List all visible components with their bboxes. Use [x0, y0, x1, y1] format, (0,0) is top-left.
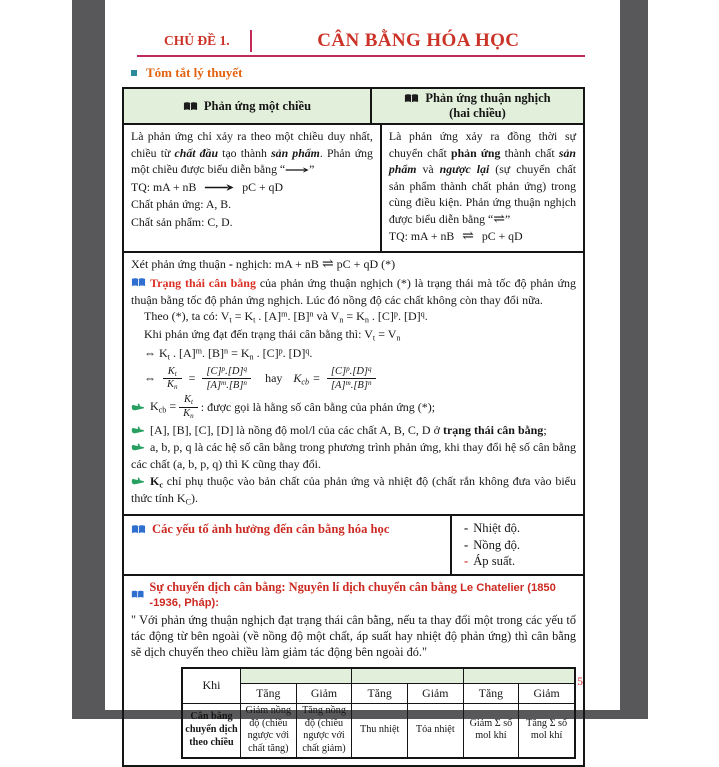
change-cell: Giảm [407, 683, 463, 703]
book-icon [131, 277, 146, 288]
reversible-header-cell [370, 89, 583, 123]
section-heading [131, 65, 585, 81]
one-way-header-cell [124, 89, 370, 123]
lechatelier-heading: Sự chuyển dịch cân bằng: Nguyên lí dịch chuyển cân bằng Le Chatelier (1850 -1936, Pháp): [131, 580, 576, 610]
change-cell: Tăng [240, 683, 296, 703]
book-icon [131, 589, 144, 600]
lechatelier-quote: " Với phản ứng thuận nghịch đạt trạng thái cân bằng, nếu ta thay đổi một trong các yếu tố tác động từ bên ngoài (về nồng độ một chất, áp suất hay nhiệt độ phản ứng) thì cân bằng sẽ dịch chuyển theo chiều làm giảm tác động bên ngoài đó." [131, 612, 576, 660]
definitions-row [124, 123, 583, 251]
factors-heading: Các yếu tố ảnh hưởng đến cân bằng hóa học [152, 521, 390, 536]
reversible-equation: TQ: mA + nB ⇌ pC + qD [388, 229, 523, 245]
book-icon [131, 524, 146, 535]
effect-cell: Tăng nồng độ (chiều ngược với chất giảm) [296, 703, 352, 758]
fraction-kt-over-kn: $\frac{K_t}{K_n}$ [179, 394, 198, 420]
one-way-header-label: Phản ứng một chiều [203, 98, 312, 113]
effect-cell: Giảm nồng độ (chiều ngược với chất tăng) [240, 703, 296, 758]
lechatelier-name: Le Chatelier (1850 -1936, Pháp): [149, 581, 556, 609]
page-title: CÂN BẰNG HÓA HỌC [317, 30, 520, 51]
equilibrium-state-paragraph: Trạng thái cân bằng của phản ứng thuận nghịch (*) là trạng thái mà tốc độ phản ứng thuận bằng tốc độ phản ứng nghịch. Lúc đó nồng độ các chất không còn thay đổi nữa. [131, 276, 576, 307]
fraction-kt-over-kn: $\frac{K_t}{K_n}$ [163, 366, 182, 392]
concentration-bullet: [A], [B], [C], [D] là nồng độ mol/l của các chất A, B, C, D ở trạng thái cân bằng; [131, 422, 576, 438]
long-right-arrow-icon [285, 166, 309, 174]
long-right-arrow-icon [204, 183, 234, 192]
equilibrium-arrows-icon: ⇌ [462, 229, 474, 245]
effect-cell: Tỏa nhiệt [407, 703, 463, 758]
change-cell: Tăng [463, 683, 519, 703]
theory-table [122, 87, 585, 767]
reaction-type-header-row [124, 89, 583, 123]
shift-row-label: Cân bằng chuyển dịch theo chiều [182, 703, 240, 758]
shift-direction-table [181, 667, 576, 759]
pointing-hand-icon [131, 402, 145, 412]
group-header-cell [240, 668, 351, 684]
factor-item: - Nhiệt độ. [464, 520, 521, 535]
one-way-definition: Là phản ứng chỉ xảy ra theo một chiều duy nhất, chiều từ chất đầu tạo thành sản phẩm. Phản ứng một chiều được biểu diễn bằng “ ” [131, 129, 373, 177]
factors-heading-cell [124, 516, 450, 574]
section-title: Tóm tắt lý thuyết [146, 65, 243, 80]
change-cell: Giảm [296, 683, 352, 703]
change-cell: Giảm [519, 683, 575, 703]
book-icon [404, 93, 419, 104]
factors-list-cell [450, 516, 583, 574]
khi-cell: Khi [182, 668, 240, 704]
rate-equality-line: ⇔ $K_t$ . $[A]^m$. $[B]^n = K_n$ . $[C]^p$. $[D]^q$. [144, 345, 313, 361]
group-header-cell [352, 668, 463, 684]
rate-equations-line: Theo (*), ta có: $V_t = K_t$ . $[A]^m$. $[B]^n$ và $V_n = K_n$ . $[C]^p$. $[D]^q$. [144, 309, 428, 325]
effect-cell: Giảm Σ số mol khí [463, 703, 519, 758]
consider-reaction-line: Xét phản ứng thuận - nghịch: mA + nB ⇌ pC + qD (*) [131, 257, 396, 273]
chapter-header [137, 30, 585, 57]
kcb-definition-bullet: $K_{cb}$ = $\frac{K_t}{K_n}$ : được gọi là hằng số cân bằng của phản ứng (*); [131, 394, 576, 420]
factor-item: - Áp suất. [464, 554, 516, 569]
square-bullet-icon [131, 70, 137, 76]
viewer-gap-right [620, 0, 648, 719]
change-cell: Tăng [352, 683, 408, 703]
table-row [182, 668, 575, 684]
page-number: 5 [577, 676, 583, 688]
table-row [182, 703, 575, 758]
pointing-hand-icon [131, 476, 145, 486]
kcb-symbol: $K_{cb}$ [293, 370, 310, 387]
reactants-line: Chất phản ứng: A, B. [131, 197, 232, 212]
reversible-header-sublabel: (hai chiều) [449, 106, 506, 120]
one-way-definition-cell [124, 125, 380, 251]
effect-cell: Tăng Σ số mol khí [519, 703, 575, 758]
reversible-header-label: Phản ứng thuận nghịch [425, 91, 551, 105]
table-row [182, 683, 575, 703]
at-equilibrium-line: Khi phản ứng đạt đến trạng thái cân bằng thì: $V_t = V_n$ [144, 327, 401, 343]
products-line: Chất sản phẩm: C, D. [131, 215, 233, 230]
book-icon [183, 101, 198, 112]
equilibrium-constant-derivation: ⇔ $\frac{K_t}{K_n}$ = $\frac{[C]^p.[D]^q}{[A]^m.[B]^n}$ hay $K_{cb}$ = $\frac{[C]^p.[D]^q}{[A]^m.[B]^n}$ [144, 365, 576, 393]
pointing-hand-icon [131, 425, 145, 435]
chapter-label: CHỦ ĐỀ 1. [164, 33, 230, 48]
group-header-cell [463, 668, 575, 684]
page-content [122, 30, 585, 767]
document-page [105, 0, 620, 755]
equilibrium-arrows-icon: ⇌ [493, 211, 505, 227]
equilibrium-state-row [124, 251, 583, 514]
fraction-products-over-reactants: $\frac{[C]^p.[D]^q}{[A]^m.[B]^n}$ [327, 365, 376, 393]
coefficients-bullet: a, b, p, q là các hệ số cân bằng trong phương trình phản ứng, khi thay đổi hệ số cân bằng các chất (a, b, p, q) thì K cũng thay đổi. [131, 440, 576, 471]
viewer-gap-left [72, 0, 105, 719]
pointing-hand-icon [131, 442, 145, 452]
factor-item: - Nồng độ. [464, 537, 521, 552]
lechatelier-row [124, 574, 583, 765]
reversible-definition-cell [380, 125, 583, 251]
kc-dependence-bullet: $K_c$ chỉ phụ thuộc vào bản chất của phản ứng và nhiệt độ (chất rắn không đưa vào biểu thức tính $K_C$). [131, 473, 576, 507]
reversible-definition: Là phản ứng xảy ra đồng thời sự chuyển chất phản ứng thành chất sản phẩm và ngược lại (sự chuyển chất sản phẩm thành chất phản ứng) trong cùng điều kiện. Phản ứng thuận nghịch được biểu diễn bằng “⇌” [388, 129, 576, 227]
factors-row [124, 514, 583, 574]
fraction-products-over-reactants: $\frac{[C]^p.[D]^q}{[A]^m.[B]^n}$ [202, 365, 251, 393]
one-way-equation: TQ: mA + nB pC + qD [131, 179, 283, 194]
effect-cell: Thu nhiệt [352, 703, 408, 758]
